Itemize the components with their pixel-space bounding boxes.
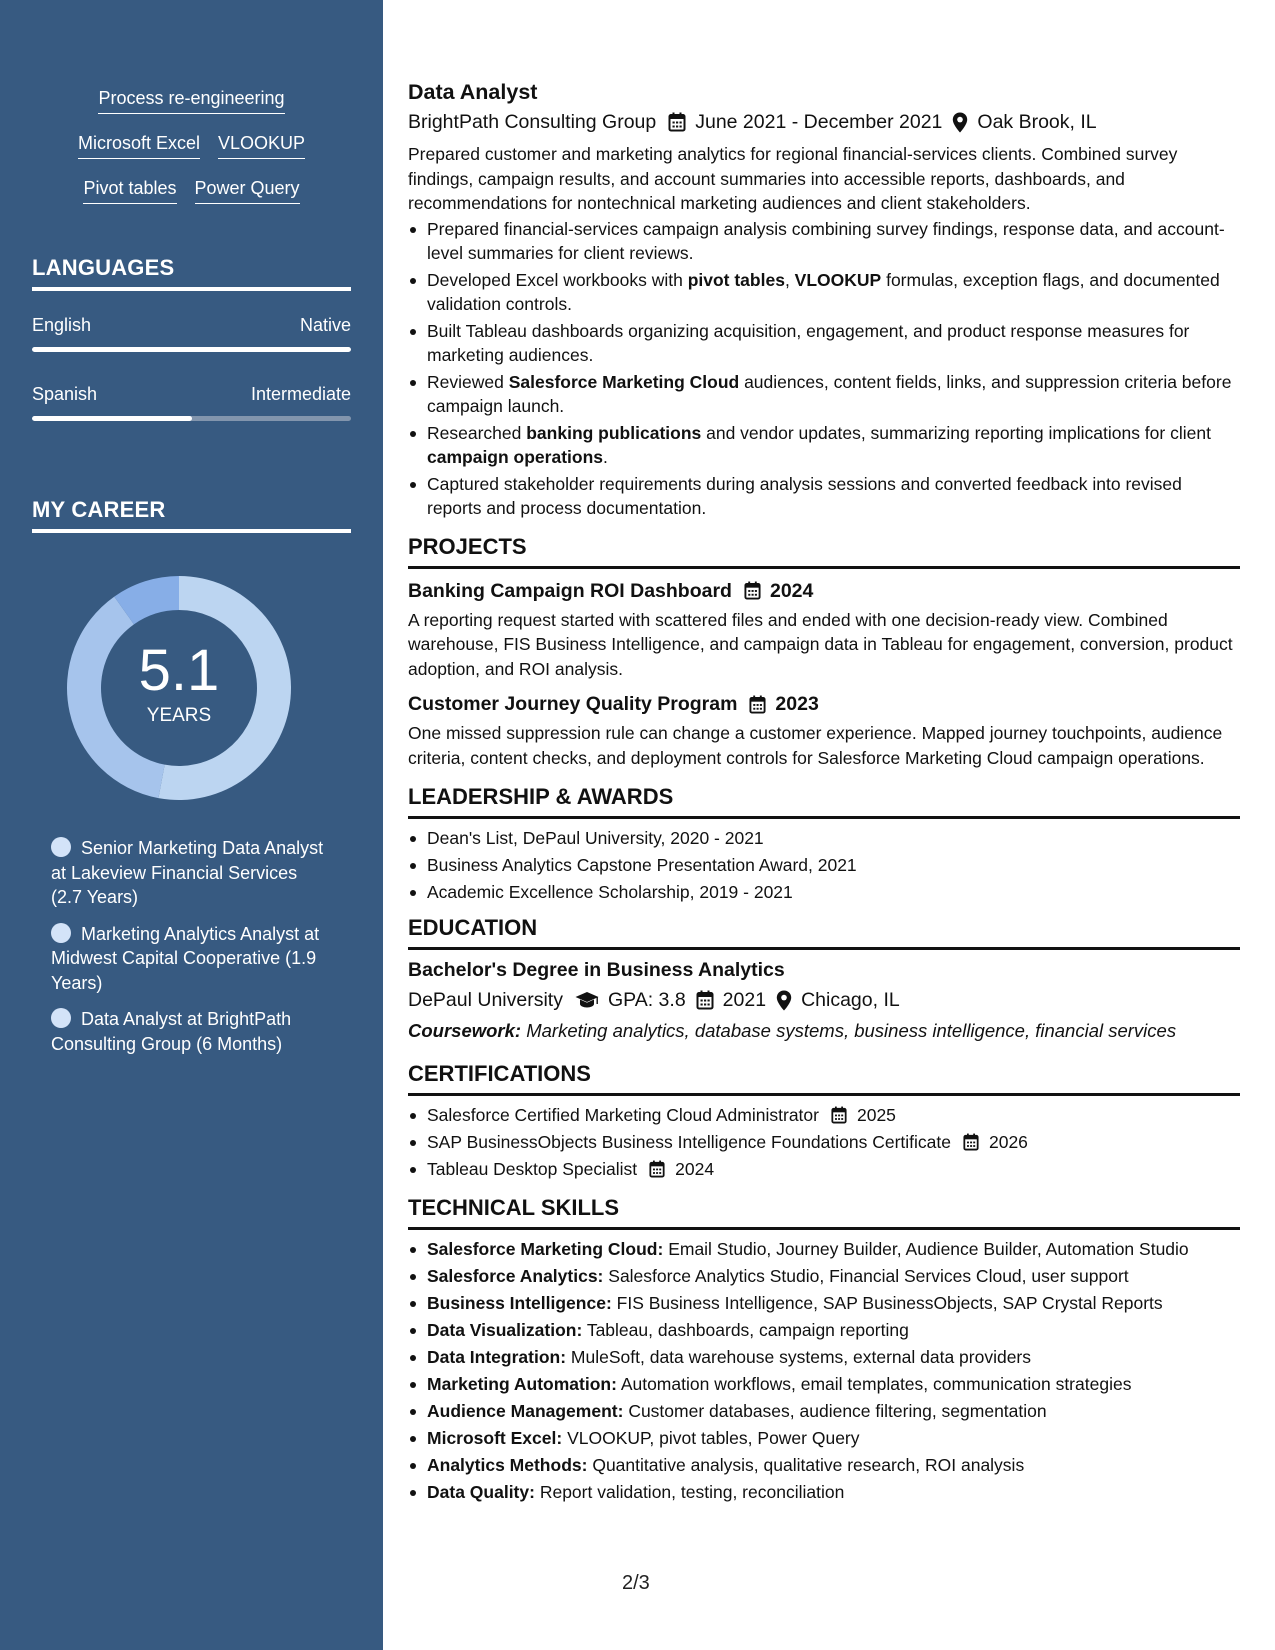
calendar-icon: [649, 1160, 670, 1178]
calendar-icon: [668, 112, 686, 132]
languages-heading: LANGUAGES: [32, 256, 351, 291]
skill-tag: Process re-engineering: [98, 86, 284, 114]
language-bar-fill: [32, 347, 351, 352]
career-item: Marketing Analytics Analyst at Midwest Capital Cooperative (1.9 Years): [51, 923, 320, 993]
page-number: 2/3: [622, 1572, 650, 1594]
skill-item: [408, 1426, 1240, 1450]
calendar-icon: [696, 990, 714, 1010]
language-item: [32, 383, 351, 421]
list-item: Business Analytics Capstone Presentation Award, 2021: [408, 853, 1240, 877]
language-level: Native: [299, 315, 351, 335]
skill-tag: VLOOKUP: [218, 131, 305, 159]
certification-name: SAP BusinessObjects Business Intelligence Foundations Certificate: [427, 1132, 951, 1152]
project-title: [408, 691, 1240, 717]
skill-category: Salesforce Analytics:: [427, 1266, 604, 1286]
skill-values: Report validation, testing, reconciliation: [539, 1482, 845, 1502]
graduation-cap-icon: [575, 991, 599, 1009]
legend-dot-icon: [51, 923, 71, 943]
skill-item: [408, 1264, 1240, 1288]
job-bullet: Reviewed Salesforce Marketing Cloud audiences, content fields, links, and suppression criteria before campaign launch.: [408, 370, 1240, 418]
skill-values: MuleSoft, data warehouse systems, external data providers: [570, 1347, 1032, 1367]
career-total: [66, 575, 292, 801]
language-name: English: [32, 315, 92, 335]
career-item: Data Analyst at BrightPath Consulting Group (6 Months): [51, 1009, 292, 1054]
skill-tags: [32, 86, 351, 221]
skill-item: [408, 1318, 1240, 1342]
job-bullet: Prepared financial-services campaign analysis combining survey findings, response data, and account-level summaries for client reviews.: [408, 217, 1240, 265]
skill-item: [408, 1345, 1240, 1369]
location-pin-icon: [952, 112, 968, 133]
education-heading: EDUCATION: [408, 915, 1240, 950]
skill-category: Data Visualization:: [427, 1320, 583, 1340]
skill-category: Salesforce Marketing Cloud:: [427, 1239, 664, 1259]
skill-category: Analytics Methods:: [427, 1455, 588, 1475]
certification-item: [408, 1130, 1240, 1154]
list-item: Academic Excellence Scholarship, 2019 - 2021: [408, 880, 1240, 904]
project-description: A reporting request started with scattered files and ended with one decision-ready view. Combined warehouse, FIS Business Intelligence, and campaign data in Tableau for engagement, conversion, product adoption, and ROI analysis.: [408, 609, 1233, 679]
company-name: BrightPath Consulting Group: [408, 111, 657, 133]
list-item: Dean's List, DePaul University, 2020 - 2021: [408, 826, 1240, 850]
skill-category: Microsoft Excel:: [427, 1428, 563, 1448]
school-name: DePaul University: [408, 989, 563, 1011]
education-location: Chicago, IL: [801, 989, 900, 1011]
job-bullet: Built Tableau dashboards organizing acquisition, engagement, and product response measures for marketing audiences.: [408, 319, 1240, 367]
career-donut-chart: [66, 575, 292, 801]
career-heading: MY CAREER: [32, 498, 351, 533]
certification-name: Tableau Desktop Specialist: [427, 1159, 638, 1179]
skill-values: Customer databases, audience filtering, segmentation: [628, 1401, 1047, 1421]
skill-values: FIS Business Intelligence, SAP BusinessObjects, SAP Crystal Reports: [616, 1293, 1163, 1313]
skill-item: [408, 1237, 1240, 1261]
language-bar: [32, 347, 351, 352]
certification-item: [408, 1103, 1240, 1127]
career-item: Senior Marketing Data Analyst at Lakeview Financial Services (2.7 Years): [51, 838, 324, 907]
job-bullet: Researched banking publications and vendor updates, summarizing reporting implications for client campaign operations.: [408, 421, 1240, 469]
skill-values: Automation workflows, email templates, communication strategies: [620, 1374, 1132, 1394]
job-bullet-list: [408, 217, 1240, 520]
sidebar: [0, 0, 383, 1650]
language-level: Intermediate: [250, 384, 351, 404]
skill-item: [408, 1480, 1240, 1504]
language-item: [32, 314, 351, 352]
language-name: Spanish: [32, 384, 98, 404]
language-bar: [32, 416, 351, 421]
skill-tag: Microsoft Excel: [78, 131, 200, 159]
coursework: [408, 1019, 1240, 1043]
project-date: 2023: [749, 691, 818, 717]
skill-item: [408, 1372, 1240, 1396]
project-name: Customer Journey Quality Program: [408, 693, 738, 715]
skill-values: Email Studio, Journey Builder, Audience Builder, Automation Studio: [668, 1239, 1189, 1259]
career-list: [51, 836, 331, 1068]
location-pin-icon: [776, 990, 792, 1011]
skill-tag: Pivot tables: [83, 176, 176, 204]
project-description: One missed suppression rule can change a customer experience. Mapped journey touchpoints, audience criteria, content checks, and deployment controls for Salesforce Marketing Cloud campaign operations.: [408, 723, 1223, 768]
legend-dot-icon: [51, 1008, 71, 1028]
calendar-icon: [749, 695, 766, 714]
certification-year: 2026: [988, 1132, 1028, 1152]
certification-item: [408, 1157, 1240, 1181]
coursework-label: Coursework:: [408, 1020, 522, 1041]
technical-skills-list: [408, 1237, 1240, 1504]
job-dates: June 2021 - December 2021: [695, 111, 943, 133]
job-summary: Prepared customer and marketing analytics for regional financial-services clients. Combined survey findings, campaign results, and account summaries into accessible reports, dashboards, and recommendations for nontechnical marketing audiences and client stakeholders.: [408, 144, 1178, 213]
skill-values: VLOOKUP, pivot tables, Power Query: [567, 1428, 860, 1448]
project-name: Banking Campaign ROI Dashboard: [408, 579, 732, 602]
skill-values: Salesforce Analytics Studio, Financial Services Cloud, user support: [608, 1266, 1129, 1286]
calendar-icon: [744, 581, 761, 600]
calendar-icon: [831, 1106, 852, 1124]
calendar-icon: [963, 1133, 984, 1151]
project-title: [408, 578, 1240, 604]
projects-heading: PROJECTS: [408, 534, 1240, 569]
skill-item: [408, 1399, 1240, 1423]
tag-row: [32, 131, 351, 176]
graduation-year: 2021: [722, 989, 767, 1011]
job-meta: [408, 108, 1240, 136]
leadership-heading: LEADERSHIP & AWARDS: [408, 784, 1240, 819]
certifications-heading: CERTIFICATIONS: [408, 1061, 1240, 1096]
education-meta: [408, 986, 1240, 1014]
job-bullet: Captured stakeholder requirements during analysis sessions and converted feedback into revised reports and process documentation.: [408, 472, 1240, 520]
skill-category: Marketing Automation:: [427, 1374, 617, 1394]
leadership-list: [408, 826, 1240, 904]
job-title: Data Analyst: [408, 80, 538, 104]
tag-row: [32, 176, 351, 221]
tag-row: [32, 86, 351, 131]
main-content: [408, 78, 1240, 1507]
skill-item: [408, 1291, 1240, 1315]
skill-values: Quantitative analysis, qualitative research, ROI analysis: [592, 1455, 1025, 1475]
legend-dot-icon: [51, 837, 71, 857]
language-bar-fill: [32, 416, 192, 421]
skill-item: [408, 1453, 1240, 1477]
skill-category: Data Integration:: [427, 1347, 567, 1367]
career-total-unit: YEARS: [146, 705, 212, 726]
job-location: Oak Brook, IL: [977, 111, 1097, 133]
certification-year: 2024: [675, 1159, 715, 1179]
skill-values: Tableau, dashboards, campaign reporting: [586, 1320, 909, 1340]
career-total-value: 5.1: [138, 638, 220, 703]
coursework-text: Marketing analytics, database systems, business intelligence, financial services: [526, 1020, 1177, 1041]
certifications-list: [408, 1103, 1240, 1181]
skill-category: Business Intelligence:: [427, 1293, 612, 1313]
skill-category: Data Quality:: [427, 1482, 535, 1502]
certification-year: 2025: [856, 1105, 896, 1125]
technical-skills-heading: TECHNICAL SKILLS: [408, 1195, 1240, 1230]
skill-category: Audience Management:: [427, 1401, 624, 1421]
gpa: GPA: 3.8: [607, 989, 686, 1011]
project-date: 2024: [744, 578, 813, 604]
certification-name: Salesforce Certified Marketing Cloud Administrator: [427, 1105, 819, 1125]
job-bullet: Developed Excel workbooks with pivot tables, VLOOKUP formulas, exception flags, and documented validation controls.: [408, 268, 1240, 316]
degree-title: Bachelor's Degree in Business Analytics: [408, 959, 785, 981]
skill-tag: Power Query: [195, 176, 300, 204]
